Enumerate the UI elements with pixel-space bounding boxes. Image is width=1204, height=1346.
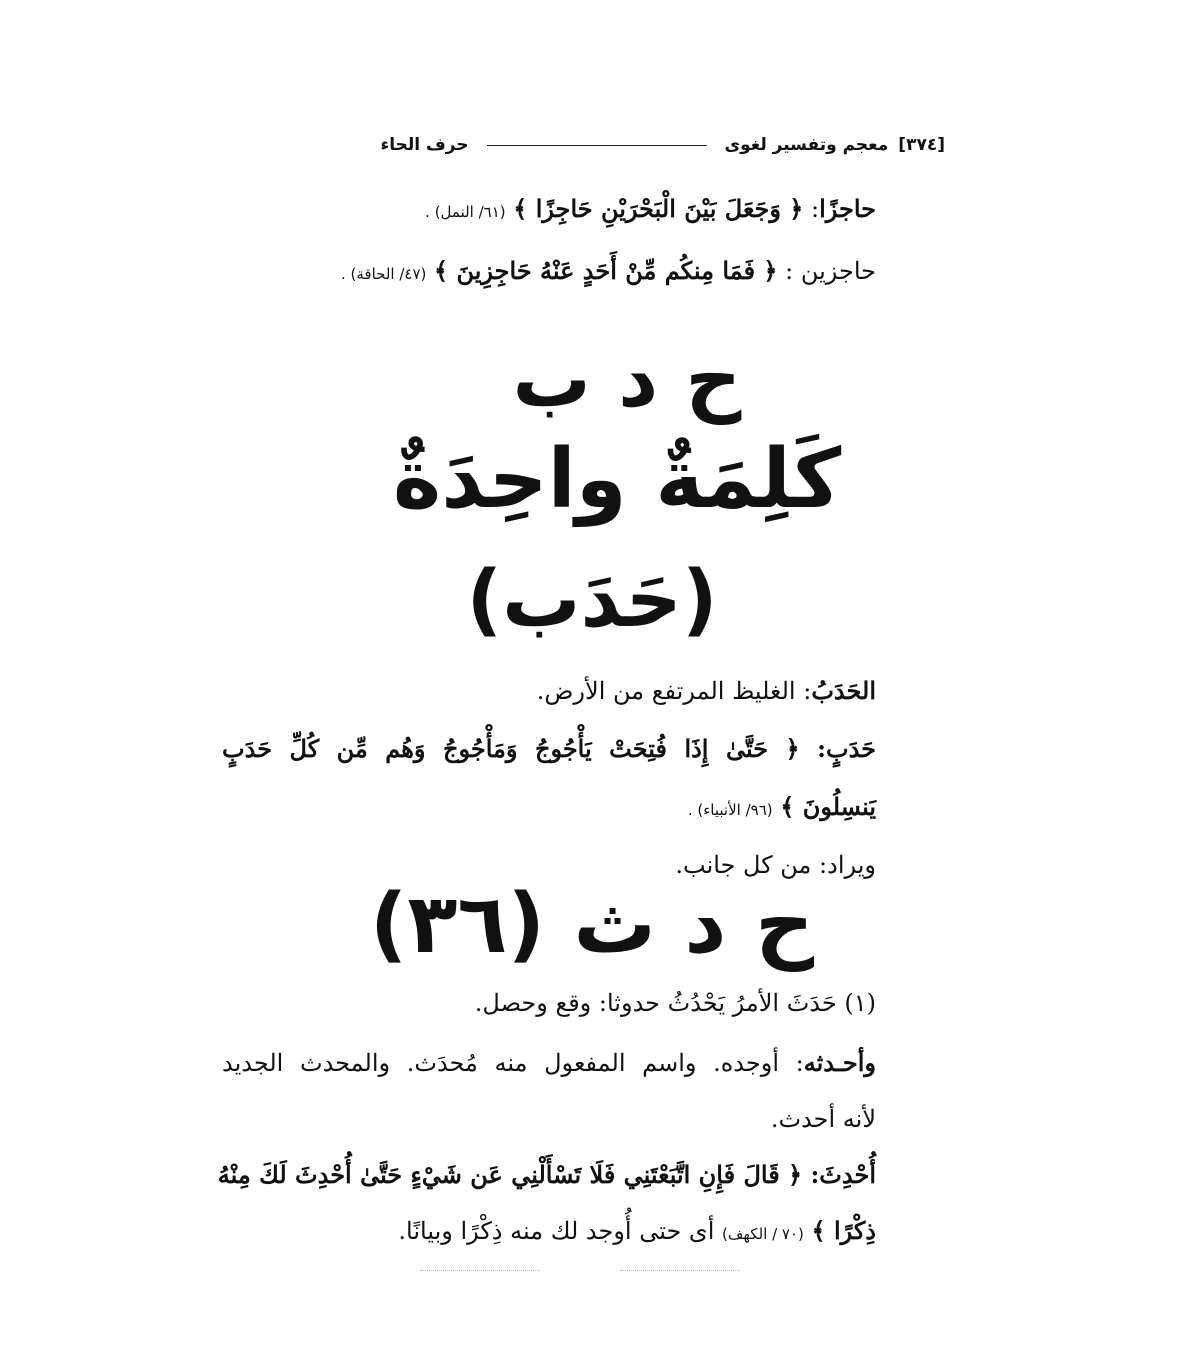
book-title: معجم وتفسير لغوى xyxy=(724,135,889,155)
verse-line-1 xyxy=(222,732,876,766)
root-heading-hdth: ح د ث (٣٦) xyxy=(369,877,815,972)
scan-speck xyxy=(620,1270,740,1271)
paragraph-text: أى حتى أُوجد لك منه ذِكْرًا وبيانًا. xyxy=(398,1217,715,1245)
quran-verse: ﴿ فَمَا مِنكُم مِّنْ أَحَدٍ عَنْهُ حَاجِزِينَ ﴾ xyxy=(434,256,778,285)
entry-word: وأحـدثه xyxy=(803,1048,876,1077)
quran-verse: ﴿ وَجَعَلَ بَيْنَ الْبَحْرَيْنِ حَاجِزًا ﴾ xyxy=(513,194,804,223)
verse-word: حَدَبٍ xyxy=(825,734,876,763)
entry-hajizan: حاجزًا: ﴿ وَجَعَلَ بَيْنَ الْبَحْرَيْنِ حَاجِزًا ﴾ (٦١/ النمل) . xyxy=(425,194,876,223)
entry-word: حاجزين xyxy=(800,257,876,285)
paragraph-2-line-2: لأنه أحدث. xyxy=(770,1105,876,1133)
paragraph-3-line-2 xyxy=(222,1214,876,1251)
meaning-line: ويراد: من كل جانب. xyxy=(675,851,876,879)
verse-text: يَنسِلُونَ ﴾ xyxy=(780,792,876,821)
entry-word: أُحْدِثَ xyxy=(819,1160,876,1189)
page-number: [٣٧٤] xyxy=(898,135,945,155)
verse-reference: (٧٠ / الكهف) xyxy=(722,1225,804,1243)
verse-text: : ﴿ حَتَّىٰ إِذَا فُتِحَتْ يَأْجُوجُ وَمَأْجُوجُ وَهُم مِّن كُلِّ حَدَبٍ xyxy=(222,734,826,763)
root-heading-hdb: ح د ب xyxy=(512,335,742,425)
paragraph-3-line-1 xyxy=(217,1158,876,1192)
word-heading-hadab: (حَدَب) xyxy=(466,555,718,645)
paragraph-2-line-1 xyxy=(222,1046,876,1080)
verse-line-2 xyxy=(222,790,876,827)
entry-hajizin: حاجزين : ﴿ فَمَا مِنكُم مِّنْ أَحَدٍ عَنْهُ حَاجِزِينَ ﴾ (٤٧/ الحاقة) . xyxy=(340,256,876,285)
verse-reference: (٤٧/ الحاقة) . xyxy=(340,265,427,283)
scan-speck xyxy=(420,1270,540,1271)
section-title: حرف الحاء xyxy=(380,135,469,155)
entry-word: حاجزًا xyxy=(819,194,876,223)
header-rule xyxy=(487,145,707,146)
paragraph-text: : أوجده. واسم المفعول منه مُحدَث. والمحدث الجديد xyxy=(222,1049,804,1077)
verse-reference: (٦١/ النمل) . xyxy=(425,203,506,221)
word-count-label: كَلِمَةٌ واحِدَةٌ xyxy=(392,432,842,527)
definition-line xyxy=(537,674,876,708)
verse-text: : ﴿ قَالَ فَإِنِ اتَّبَعْتَنِي فَلَا تَسْأَلْنِي عَن شَيْءٍ حَتَّىٰ أُحْدِثَ لَكَ مِنْهُ xyxy=(217,1160,820,1189)
definition-text: : الغليظ المرتفع من الأرض. xyxy=(536,677,812,705)
verse-reference: (٩٦/ الأنبياء) . xyxy=(687,801,773,819)
definition-word: الحَدَبُ xyxy=(811,676,876,705)
paragraph-1: (١) حَدَثَ الأمرُ يَحْدُثُ حدوثا: وقع وحصل. xyxy=(474,989,876,1017)
running-header xyxy=(225,130,945,160)
verse-text: ذِكْرًا ﴾ xyxy=(811,1216,876,1245)
